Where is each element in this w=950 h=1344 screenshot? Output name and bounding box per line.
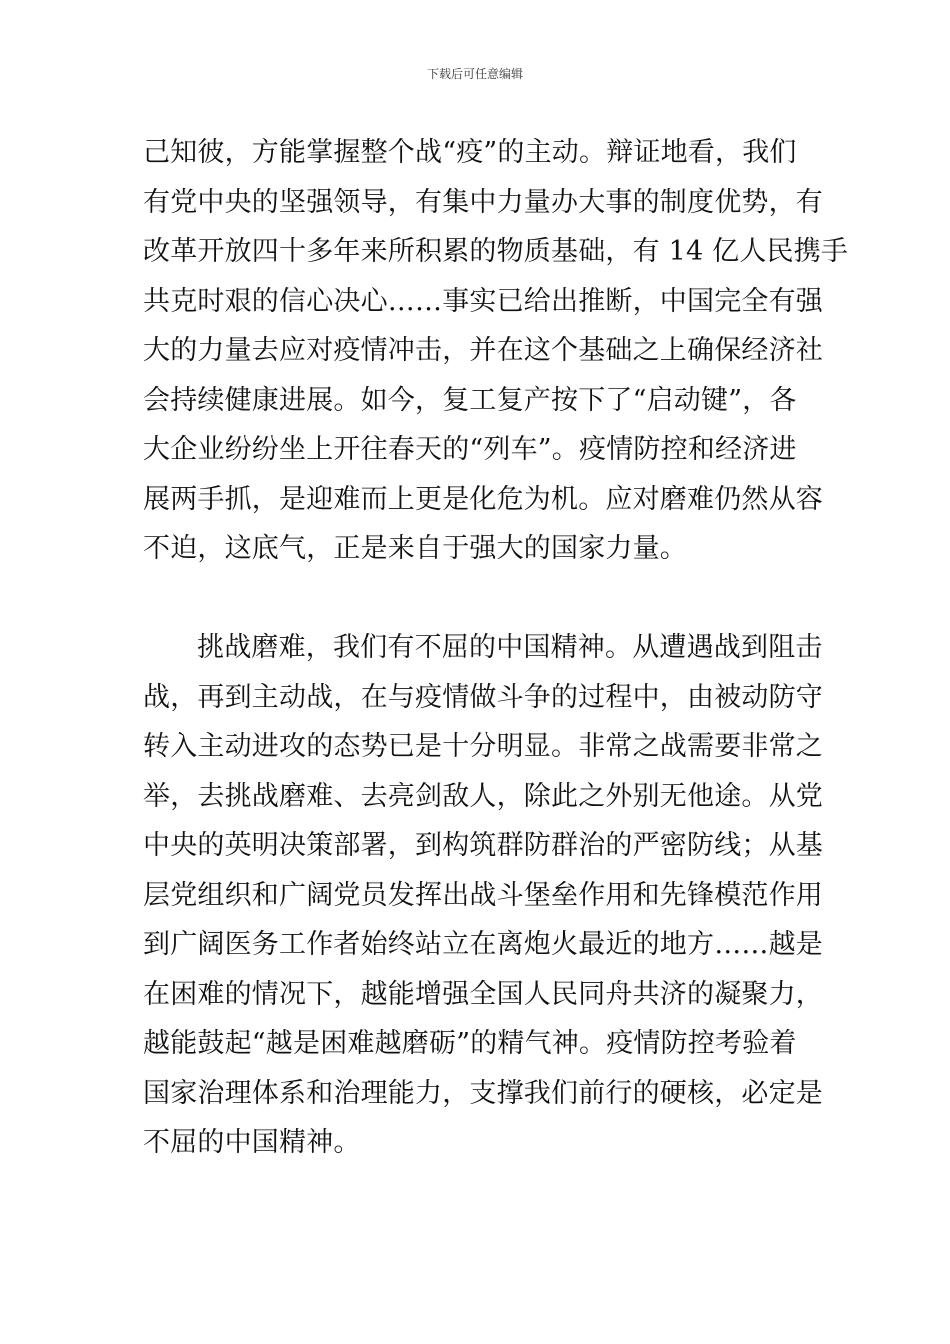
page-header: 下载后可任意编辑 [426,67,523,81]
paragraph-line: 在困难的情况下，越能增强全国人民同舟共济的凝聚力， [143,978,823,1010]
paragraph-line: 大企业纷纷坐上开往春天的“列车”。疫情防控和经济进 [143,434,797,465]
paragraph-line: 有党中央的坚强领导，有集中力量办大事的制度优势，有 [143,186,823,218]
paragraph-line: 不屈的中国精神。 [143,1127,361,1158]
paragraph-line: 共克时艰的信心决心……事实已给出推断，中国完全有强 [143,285,823,317]
document-body [143,128,849,1168]
paragraph-line: 改革开放四十多年来所积累的物质基础，有 14 亿人民携手 [143,236,849,267]
paragraph-line: 己知彼，方能掌握整个战“疫”的主动。辩证地看，我们 [143,137,797,168]
paragraph-line: 转入主动进攻的态势已是十分明显。非常之战需要非常之 [143,731,823,762]
paragraph-line: 会持续健康进展。如今，复工复产按下了“启动键”，各 [143,384,797,416]
paragraph-spacer [143,574,809,624]
paragraph-line: 不迫，这底气，正是来自于强大的国家力量。 [143,533,687,564]
paragraph-line: 越能鼓起“越是困难越磨砺”的精气神。疫情防控考验着 [143,1028,797,1059]
paragraph-line: 到广阔医务工作者始终站立在离炮火最近的地方……越是 [143,929,823,960]
paragraph-line: 战，再到主动战，在与疫情做斗争的过程中，由被动防守 [143,681,823,713]
paragraph-line: 举，去挑战磨难、去亮剑敌人，除此之外别无他途。从党 [143,780,823,812]
paragraph-line: 层党组织和广阔党员发挥出战斗堡垒作用和先锋模范作用 [143,879,823,911]
paragraph-line: 大的力量去应对疫情冲击，并在这个基础之上确保经济社 [143,335,823,366]
paragraph-line: 展两手抓，是迎难而上更是化危为机。应对磨难仍然从容 [143,483,823,515]
paragraph-line: 挑战磨难，我们有不屈的中国精神。从遭遇战到阻击 [197,632,823,663]
paragraph-line: 中央的英明决策部署，到构筑群防群治的严密防线；从基 [143,830,823,861]
paragraph-line: 国家治理体系和治理能力，支撑我们前行的硬核，必定是 [143,1077,823,1109]
